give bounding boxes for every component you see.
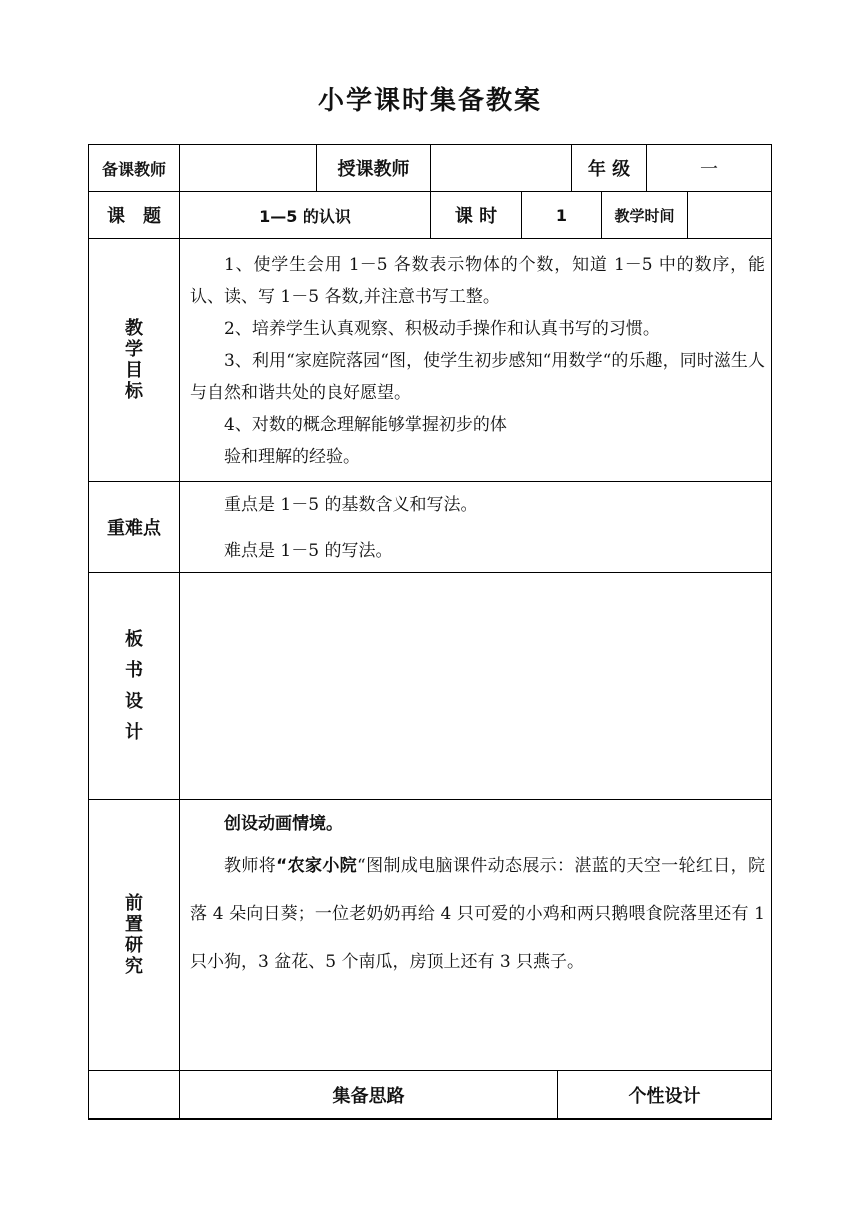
prep-teacher-label: 备课教师 [89, 145, 180, 192]
topic-label: 课 题 [89, 192, 180, 239]
objective-item: 3、利用“家庭院落园“图，使学生初步感知“用数学“的乐趣，同时滋生人与自然和谐共处的良好愿望。 [190, 351, 765, 403]
teach-teacher-value [431, 145, 572, 192]
objective-item: 2、培养学生认真观察、积极动手操作和认真书写的习惯。 [224, 319, 660, 339]
collective-prep-header: 集备思路 [180, 1071, 558, 1119]
key-point-item: 难点是 1－5 的写法。 [224, 541, 393, 561]
pre-study-label: 前 置 研 究 [89, 800, 180, 1071]
key-point-item: 重点是 1－5 的基数含义和写法。 [224, 495, 478, 515]
pre-study-content [180, 800, 772, 1071]
board-design-content [180, 573, 772, 800]
page-title: 小学课时集备教案 [317, 86, 542, 116]
grade-label: 年 级 [572, 145, 647, 192]
pre-study-heading: 创设动画情境。 [224, 814, 343, 834]
objective-item: 4、对数的概念理解能够掌握初步的体 [224, 415, 507, 435]
objective-item: 1、使学生会用 1－5 各数表示物体的个数，知道 1－5 中的数序，能认、读、写 1－5 各数,并注意书写工整。 [190, 255, 765, 307]
time-value [688, 192, 772, 239]
grade-value: 一 [647, 145, 772, 192]
footer-blank-cell [89, 1071, 180, 1119]
objectives-content [180, 239, 772, 482]
prep-teacher-value [180, 145, 317, 192]
objectives-label: 教 学 目 标 [89, 239, 180, 482]
topic-value: 1—5 的认识 [180, 192, 431, 239]
teach-teacher-label: 授课教师 [317, 145, 431, 192]
period-value: 1 [522, 192, 602, 239]
objective-item: 验和理解的经验。 [224, 447, 360, 467]
lesson-plan-table [88, 144, 772, 1120]
time-label: 教学时间 [602, 192, 688, 239]
personal-design-header: 个性设计 [558, 1071, 772, 1119]
key-points-label: 重难点 [89, 482, 180, 573]
key-points-content [180, 482, 772, 573]
period-label: 课 时 [431, 192, 522, 239]
board-design-label: 板 书 设 计 [89, 573, 180, 800]
pre-study-text: 教师将“农家小院“图制成电脑课件动态展示：湛蓝的天空一轮红日，院落 4 朵向日葵；一位老奶奶再给 4 只可爱的小鸡和两只鹅喂食院落里还有 1 只小狗，3 盆花、5 个南瓜，房顶上还有 3 只燕子。 [190, 856, 765, 972]
